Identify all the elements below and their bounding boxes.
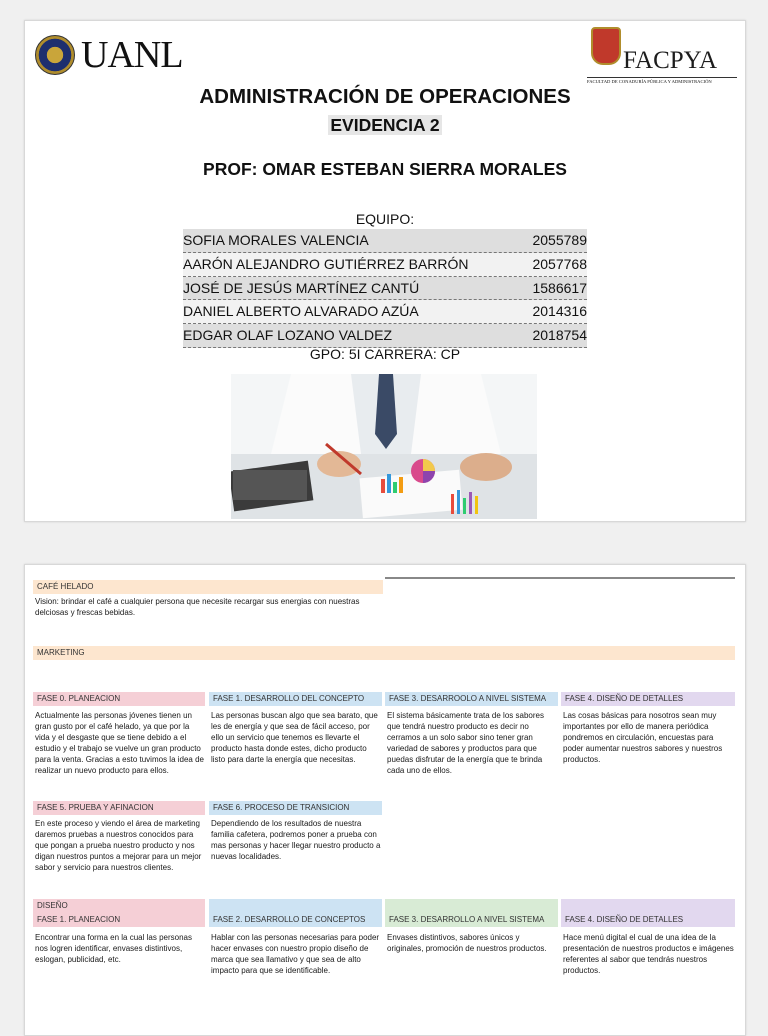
marketing-phase-text: Dependiendo de los resultados de nuestra familia cafetera, podremos poner a prueba con mas personas y hacer llegar nuestro producto a nuevas localidades.: [211, 819, 381, 862]
facpya-logo-subtext: FACULTAD DE CONADURÍA PÚBLICA Y ADMINISTRACIÓN: [587, 77, 737, 84]
cover-page: [24, 20, 746, 522]
member-id: 2055789: [532, 232, 587, 248]
vision-text: Vision: brindar el café a cualquier persona que necesite recargar sus energias con nuestras delciosas y frescas bebidas.: [35, 597, 360, 618]
member-name: SOFIA MORALES VALENCIA: [183, 232, 369, 248]
member-name: JOSÉ DE JESÚS MARTÍNEZ CANTÚ: [183, 279, 420, 296]
team-row: [183, 253, 587, 277]
team-list: [183, 229, 587, 348]
group-info: GPO: 5I CARRERA: CP: [309, 346, 461, 362]
design-phase-text: Hablar con las personas necesarias para poder hacer envases con nuestro propio diseño de marca que sea llamativo y que sea de alto impacto para que se identificable.: [211, 933, 380, 976]
marketing-phase-title: FASE 0. PLANEACION: [33, 692, 205, 706]
course-title: ADMINISTRACIÓN DE OPERACIONES: [199, 85, 571, 108]
marketing-phase-title: FASE 5. PRUEBA Y AFINACION: [33, 801, 205, 815]
uanl-logo-text: UANL: [81, 34, 183, 76]
design-phase-title: FASE 1. PLANEACION: [33, 913, 205, 927]
business-photo-illustration: [231, 374, 537, 519]
team-row: [183, 300, 587, 324]
member-id: 2057768: [532, 255, 587, 272]
business-photo: [231, 374, 537, 519]
marketing-phase-text: En este proceso y viendo el área de marketing daremos pruebas a nuestros conocidos para que pongan a prueba nuestro producto y nos digan nuestros puntos a mejorar para un mejor sabor y servicio para nuestros clientes.: [35, 819, 202, 873]
team-label: EQUIPO:: [355, 211, 415, 227]
team-row: [183, 229, 587, 253]
member-id: 2014316: [532, 303, 587, 320]
design-phase-text: Hace menú digital el cual de una idea de la presentación de nuestros productos e imágenes referentes al sabor que tendrás nuestros productos.: [563, 933, 734, 976]
member-name: DANIEL ALBERTO ALVARADO AZÚA: [183, 303, 419, 320]
facpya-logo-text: FACPYA: [623, 47, 718, 74]
facpya-logo: [587, 27, 737, 89]
uanl-seal-icon: [35, 35, 75, 75]
brand-header: CAFÉ HELADO: [33, 580, 383, 594]
marketing-phase-text: Las cosas básicas para nosotros sean muy importantes por ello de manera periódica pondremos en circulación, encuestas para poder aumentar nuestros sabores y nuestros productos.: [563, 711, 723, 765]
divider-line: [385, 577, 735, 579]
marketing-phase-text: Actualmente las personas jóvenes tienen un gran gusto por el café helado, ya que por la vida y el desgaste que se tiene debido a el estudio y el trabajo se vuelve un gran producto para la venta. Gracias a esto tuvimos la idea de realizar un nuevo producto para ellos.: [35, 711, 204, 776]
design-phase-text: Envases distintivos, sabores únicos y originales, promoción de nuestros productos.: [387, 933, 547, 954]
content-page: [24, 564, 746, 1036]
marketing-phase-title: FASE 1. DESARROLLO DEL CONCEPTO: [209, 692, 382, 706]
member-name: AARÓN ALEJANDRO GUTIÉRREZ BARRÓN: [183, 255, 469, 272]
design-phase-title: FASE 3. DESARROLLO A NIVEL SISTEMA: [385, 899, 558, 927]
professor-name: PROF: OMAR ESTEBAN SIERRA MORALES: [203, 159, 567, 179]
marketing-phase-text: Las personas buscan algo que sea barato, que les de energía y que sea de fácil acceso, por ello un servicio que tenemos es llevarte el producto hasta donde estes, dicho producto listo para darte la energía que necesitas.: [211, 711, 378, 765]
design-header: DISEÑO: [33, 899, 205, 913]
design-phase-text: Encontrar una forma en la cual las personas nos logren identificar, envases distintivos, eslogan, publicidad, etc.: [35, 933, 192, 965]
team-row: [183, 277, 587, 301]
design-phase-title: FASE 2. DESARROLLO DE CONCEPTOS: [209, 899, 382, 927]
marketing-header: MARKETING: [33, 646, 735, 660]
evidence-title: [25, 115, 745, 136]
member-id: 1586617: [532, 279, 587, 296]
marketing-phase-title: FASE 3. DESARROOLO A NIVEL SISTEMA: [385, 692, 558, 706]
marketing-phase-title: FASE 6. PROCESO DE TRANSICION: [209, 801, 382, 815]
team-row: [183, 324, 587, 348]
facpya-shield-icon: [591, 27, 621, 65]
design-phase-title: FASE 4. DISEÑO DE DETALLES: [561, 899, 735, 927]
marketing-phase-title: FASE 4. DISEÑO DE DETALLES: [561, 692, 735, 706]
uanl-logo: [35, 33, 183, 77]
evidence-text: EVIDENCIA 2: [330, 115, 440, 135]
member-id: 2018754: [532, 327, 587, 344]
member-name: EDGAR OLAF LOZANO VALDEZ: [183, 327, 393, 344]
marketing-phase-text: El sistema básicamente trata de los sabores que tendrá nuestro producto es decir no cerramos a un solo sabor sino tener gran variedad de sabores y productos para que puedas disfrutar de la energía que te brinda cada uno de ellos.: [387, 711, 544, 776]
